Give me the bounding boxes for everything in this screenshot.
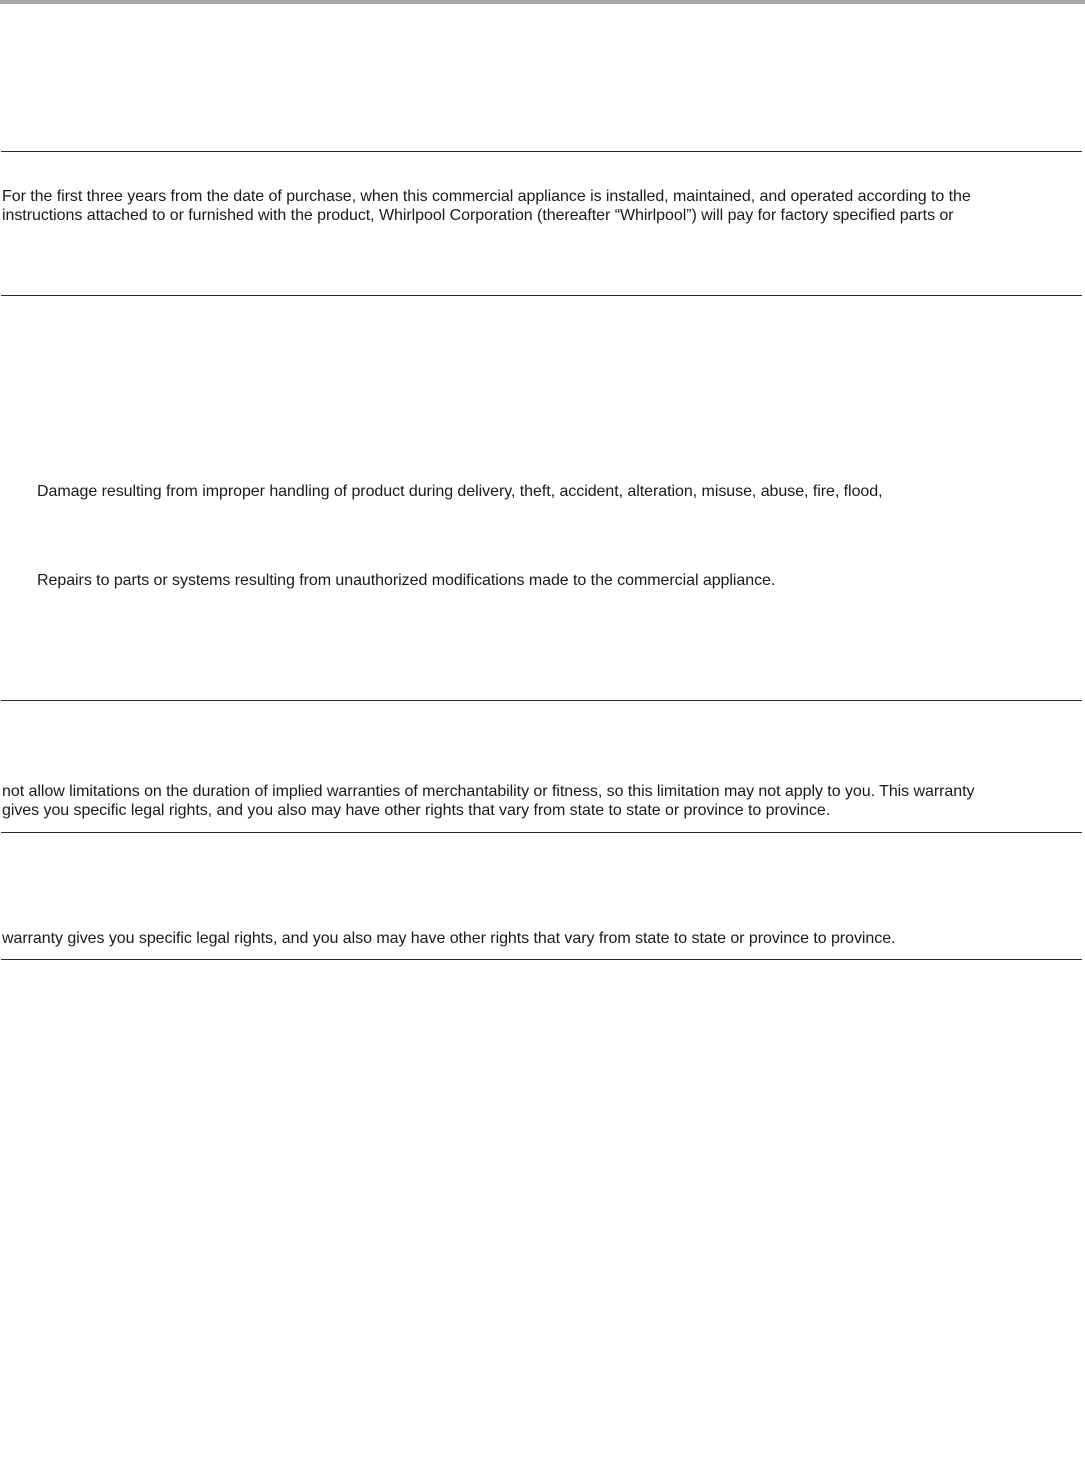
section-divider-3 xyxy=(1,700,1082,701)
exclusion-item-damage: Damage resulting from improper handling of product during delivery, theft, accident, alteration, misuse, abuse, fire, flood, xyxy=(37,483,883,500)
limitation-text-line-1: not allow limitations on the duration of implied warranties of merchantability or fitness, so this limitation may not apply to you. This warranty xyxy=(2,783,975,800)
section-divider-4 xyxy=(1,832,1082,833)
exclusion-item-repairs: Repairs to parts or systems resulting from unauthorized modifications made to the commercial appliance. xyxy=(37,572,776,589)
limitation-text-line-2: gives you specific legal rights, and you also may have other rights that vary from state to state or province to province. xyxy=(2,802,831,819)
top-header-bar xyxy=(0,0,1085,4)
rights-text-line-1: warranty gives you specific legal rights, and you also may have other rights that vary from state to state or province to province. xyxy=(2,930,896,947)
section-divider-1 xyxy=(1,151,1082,152)
coverage-text-line-2: instructions attached to or furnished with the product, Whirlpool Corporation (thereafter “Whirlpool”) will pay for factory specified parts or xyxy=(2,207,954,224)
coverage-text-line-1: For the first three years from the date of purchase, when this commercial appliance is installed, maintained, and operated according to the xyxy=(2,188,971,205)
section-divider-5 xyxy=(1,959,1082,960)
section-divider-2 xyxy=(1,295,1082,296)
